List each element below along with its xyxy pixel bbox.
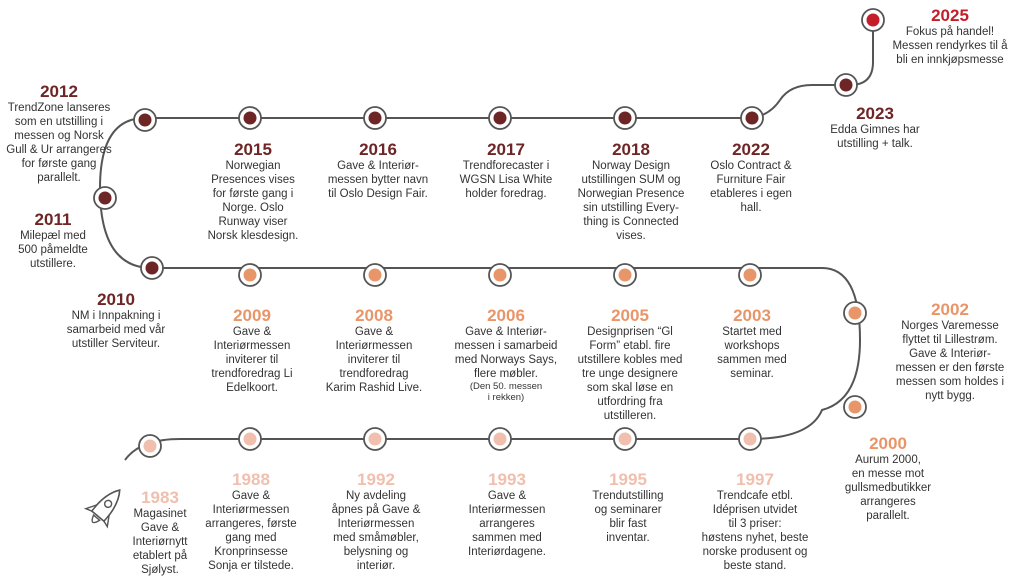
timeline-node-2010 bbox=[141, 257, 163, 279]
event-1983 bbox=[122, 488, 198, 577]
timeline-node-1992 bbox=[364, 428, 386, 450]
event-text: Fokus på handel! Messen rendyrkes til å bli en innkjøpsmesse bbox=[892, 26, 1008, 66]
event-text: Gave & Interiørmessen arrangeres, første gang med Kronprinsesse Sonja er tilstede. bbox=[205, 490, 297, 572]
event-text: Magasinet Gave & Interiørnytt etablert på Sjølyst. bbox=[132, 508, 188, 576]
event-text: Startet med workshops sammen med seminar. bbox=[717, 326, 787, 380]
event-1995 bbox=[574, 470, 682, 545]
event-year: 2017 bbox=[487, 140, 525, 159]
event-year: 2006 bbox=[487, 306, 525, 325]
event-year: 1988 bbox=[232, 470, 270, 489]
event-year: 1995 bbox=[609, 470, 647, 489]
timeline-node-1988 bbox=[239, 428, 261, 450]
event-2009 bbox=[198, 306, 306, 395]
timeline-node-2018 bbox=[614, 107, 636, 129]
event-text: Gave & Interiør- messen i samarbeid med Norways Says, flere møbler. bbox=[454, 326, 558, 380]
node-dot bbox=[619, 433, 632, 446]
event-year: 1983 bbox=[141, 488, 179, 507]
timeline-node-2022 bbox=[741, 107, 763, 129]
event-text: Milepæl med 500 påmeldte utstillere. bbox=[18, 230, 88, 270]
timeline-node-1997 bbox=[739, 428, 761, 450]
node-dot bbox=[144, 440, 157, 453]
node-dot bbox=[146, 262, 159, 275]
node-dot bbox=[619, 112, 632, 125]
node-dot bbox=[369, 112, 382, 125]
event-2015 bbox=[200, 140, 306, 243]
event-year: 2012 bbox=[40, 82, 78, 101]
timeline-node-2016 bbox=[364, 107, 386, 129]
event-text: Norges Varemesse flyttet til Lillestrøm. Gave & Interiør- messen er den første messen som holdes i nytt bygg. bbox=[895, 320, 1005, 402]
node-dot bbox=[244, 433, 257, 446]
event-year: 2022 bbox=[732, 140, 770, 159]
node-dot bbox=[744, 269, 757, 282]
event-2012 bbox=[0, 82, 118, 185]
node-dot bbox=[494, 269, 507, 282]
event-year: 2023 bbox=[856, 104, 894, 123]
event-text: Oslo Contract & Furniture Fair etableres i egen hall. bbox=[710, 160, 792, 214]
event-text: Ny avdeling åpnes på Gave & Interiørmessen med småmøbler, belysning og interiør. bbox=[331, 490, 421, 572]
event-text: Trendutstilling og seminarer blir fast inventar. bbox=[592, 490, 664, 544]
timeline-node-2008 bbox=[364, 264, 386, 286]
timeline-node-2003 bbox=[739, 264, 761, 286]
event-text: Edda Gimnes har utstilling + talk. bbox=[830, 124, 920, 150]
timeline-node-2011 bbox=[94, 187, 116, 209]
node-dot bbox=[494, 433, 507, 446]
event-2003 bbox=[700, 306, 804, 381]
event-text: Aurum 2000, en messe mot gullsmedbutikker arrangeres parallelt. bbox=[844, 454, 932, 522]
node-dot bbox=[619, 269, 632, 282]
event-2000 bbox=[828, 434, 948, 523]
event-2011 bbox=[6, 210, 100, 271]
node-dot bbox=[369, 269, 382, 282]
event-text: Designprisen “Gl Form” etabl. fire utstillere kobles med tre unge designere som skal løse en utfordring fra utstilleren. bbox=[577, 326, 683, 422]
node-dot bbox=[494, 112, 507, 125]
event-2008 bbox=[318, 306, 430, 395]
event-text: Gave & Interiørmessen inviterer til trendforedrag Karim Rashid Live. bbox=[325, 326, 423, 394]
node-dot bbox=[139, 114, 152, 127]
event-2025 bbox=[878, 6, 1022, 67]
node-dot bbox=[746, 112, 759, 125]
event-year: 2015 bbox=[234, 140, 272, 159]
event-1993 bbox=[452, 470, 562, 559]
node-dot bbox=[744, 433, 757, 446]
event-note: (Den 50. messen i rekken) bbox=[469, 381, 543, 403]
event-2018 bbox=[572, 140, 690, 243]
timeline-node-2005 bbox=[614, 264, 636, 286]
timeline-node-1993 bbox=[489, 428, 511, 450]
timeline-node-1995 bbox=[614, 428, 636, 450]
timeline-node-2015 bbox=[239, 107, 261, 129]
node-dot bbox=[244, 112, 257, 125]
event-text: Norway Design utstillingen SUM og Norwegian Presence sin utstilling Every- thing is Connected vises. bbox=[577, 160, 685, 242]
event-year: 2016 bbox=[359, 140, 397, 159]
event-year: 2011 bbox=[34, 210, 72, 229]
timeline-node-2017 bbox=[489, 107, 511, 129]
timeline-node-2012 bbox=[134, 109, 156, 131]
event-1988 bbox=[196, 470, 306, 573]
event-year: 2003 bbox=[733, 306, 771, 325]
timeline-node-2002 bbox=[844, 302, 866, 324]
node-dot bbox=[840, 79, 853, 92]
timeline-node-2023 bbox=[835, 74, 857, 96]
event-text: Trendcafe etbl. Idéprisen utvidet til 3 priser: høstens nyhet, beste norske produsent og beste stand. bbox=[701, 490, 809, 572]
node-dot bbox=[244, 269, 257, 282]
event-year: 2000 bbox=[869, 434, 907, 453]
timeline-node-1983 bbox=[139, 435, 161, 457]
event-2010 bbox=[56, 290, 176, 351]
event-1992 bbox=[320, 470, 432, 573]
event-2023 bbox=[820, 104, 930, 151]
event-year: 1992 bbox=[357, 470, 395, 489]
event-year: 2002 bbox=[931, 300, 969, 319]
node-dot bbox=[369, 433, 382, 446]
event-text: Trendforecaster i WGSN Lisa White holder foredrag. bbox=[459, 160, 553, 200]
event-text: Gave & Interiør- messen bytter navn til Oslo Design Fair. bbox=[327, 160, 429, 200]
event-2017 bbox=[450, 140, 562, 201]
event-year: 2008 bbox=[355, 306, 393, 325]
event-text: TrendZone lanseres som en utstilling i messen og Norsk Gull & Ur arrangeres for første gang parallelt. bbox=[6, 102, 112, 184]
event-year: 1993 bbox=[488, 470, 526, 489]
node-dot bbox=[849, 401, 862, 414]
event-year: 2018 bbox=[612, 140, 650, 159]
event-year: 2005 bbox=[611, 306, 649, 325]
event-2022 bbox=[700, 140, 802, 215]
event-year: 2009 bbox=[233, 306, 271, 325]
timeline-node-2009 bbox=[239, 264, 261, 286]
event-1997 bbox=[694, 470, 816, 573]
event-2002 bbox=[880, 300, 1020, 403]
event-year: 1997 bbox=[736, 470, 774, 489]
event-text: Gave & Interiørmessen arrangeres sammen med Interiørdagene. bbox=[468, 490, 546, 558]
event-2016 bbox=[318, 140, 438, 201]
timeline-node-2000 bbox=[844, 396, 866, 418]
event-2005 bbox=[570, 306, 690, 423]
node-dot bbox=[99, 192, 112, 205]
event-year: 2010 bbox=[97, 290, 135, 309]
event-text: Norwegian Presences vises for første gang i Norge. Oslo Runway viser Norsk klesdesign. bbox=[207, 160, 299, 242]
event-2006 bbox=[446, 306, 566, 403]
node-dot bbox=[849, 307, 862, 320]
event-text: Gave & Interiørmessen inviterer til trendforedrag Li Edelkoort. bbox=[211, 326, 293, 394]
event-text: NM i Innpakning i samarbeid med vår utstiller Serviteur. bbox=[66, 310, 166, 350]
event-year: 2025 bbox=[931, 6, 969, 25]
timeline-node-2006 bbox=[489, 264, 511, 286]
